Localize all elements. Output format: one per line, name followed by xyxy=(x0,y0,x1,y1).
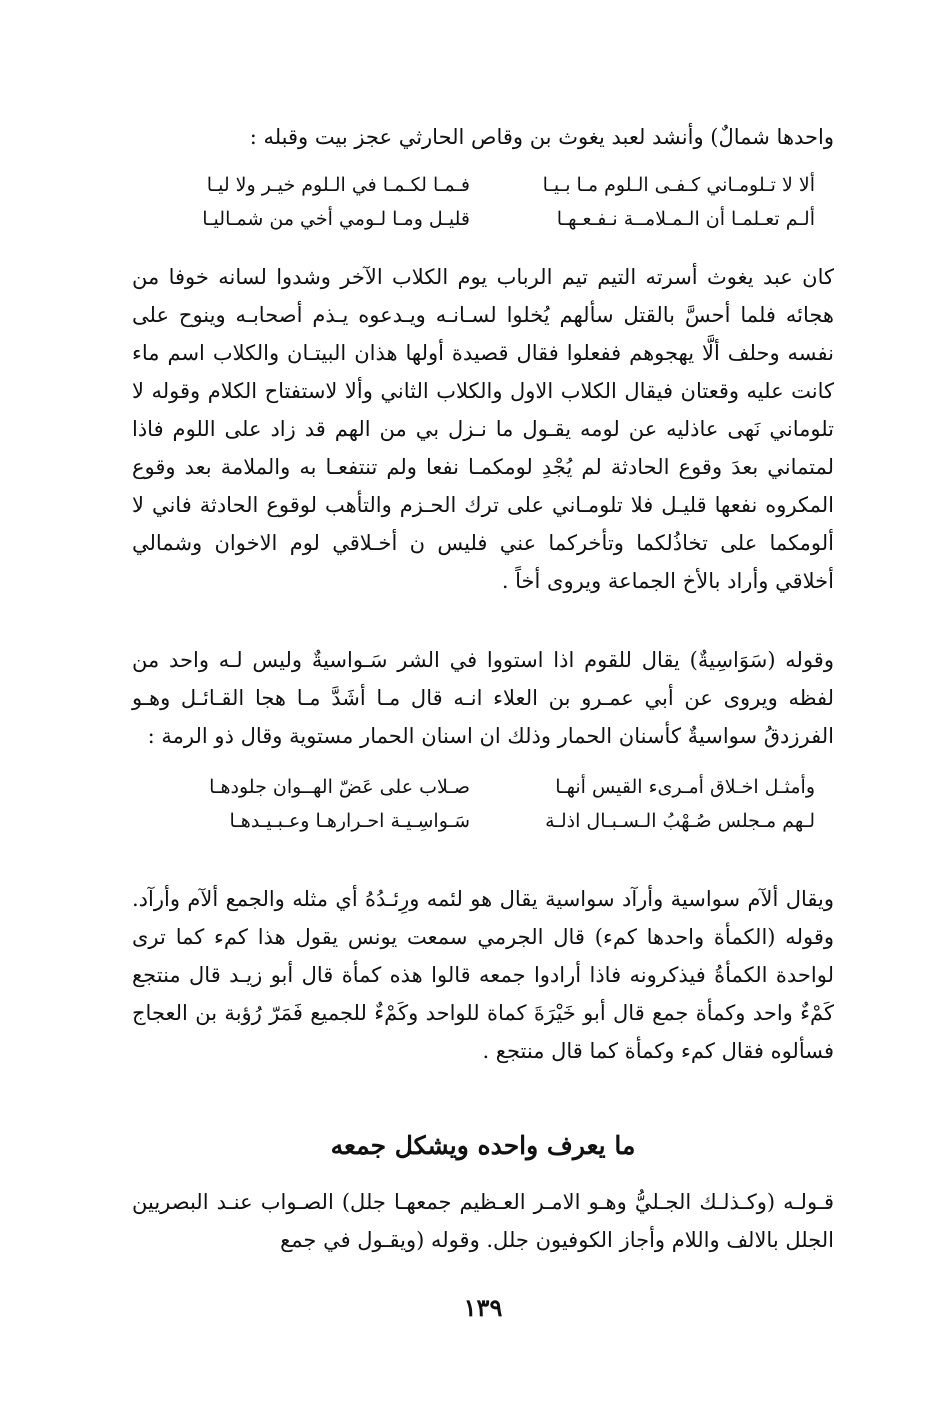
paragraph-commentary-3 xyxy=(132,880,834,1070)
paragraph-text: وقوله (سَوَاسِيةٌ) يقال للقوم اذا استووا في الشر سَـواسيةٌ وليس لـه واحد من لفظه ويروى عن أبي عمـرو بن العلاء انـه قال مـا أشَدَّ مـا هجا القـائـل وهـو الفرزدقُ سواسيةٌ كأسنان الحمار وذلك ان اسنان الحمار مستوية وقال ذو الرمة : xyxy=(132,648,834,748)
verse-second-hemistich: سَـواسِـيـة احـرارهـا وعـبـيـدهـا xyxy=(229,810,470,832)
verse-line xyxy=(160,804,815,838)
paragraph-text: قـولـه (وكـذلـك الجـليُّ وهـو الامـر العـظيم جمعهـا جلل) الصـواب عنـد البصريين الجلل بالالف واللام وأجاز الكوفيون جلل. وقوله (ويقـول في جمع xyxy=(132,1190,834,1252)
paragraph-text: كان عبد يغوث أسرته التيم تيم الرباب يوم الكلاب الآخر وشدوا لسانه خوفا من هجائه فلما أحسَّ بالقتل سألهم يُخلوا لسـانـه ويـدعوه يـذم أصحابـه وينوح على نفسه وحلف ألَّا يهجوهم ففعلوا فقال قصيدة أولها هذان البيتـان والكلاب اسم ماء كانت عليه وقعتان فيقال الكلاب الاول والكلاب الثاني وألا لاستفتاح الكلام وقوله لا تلوماني نَهى عاذليه عن لومه يقـول ما نـزل بي من الهم قد زاد على اللوم فاذا لمتماني بعدَ وقوع الحادثة لم يُجْدِ لومكمـا نفعا ولم تنتفعـا به والملامة بعد وقوع المكروه نفعها قليـل فلا تلومـاني على ترك الحـزم والتأهب لوقوع الحادثة فاني لا ألومكما على تخاذُلكما وتأخركما عني فليس ن أخـلاقي لوم الاخوان وشمالي أخلاقي وأراد بالأخ الجماعة ويروى أخاً . xyxy=(132,265,835,593)
paragraph-commentary-1 xyxy=(132,258,834,600)
intro-line xyxy=(132,118,834,156)
section-heading: ما يعرف واحده ويشكل جمعه xyxy=(330,1131,636,1160)
intro-text: واحدها شمالٌ) وأنشد لعبد يغوث بن وقاص الحارثي عجز بيت وقبله : xyxy=(249,125,834,149)
verse-line xyxy=(160,770,815,804)
verse-first-hemistich: ألا لا تـلومـاني كـفـى الـلوم مـا بـيـا xyxy=(542,174,815,196)
verse-second-hemistich: فـمـا لكـمـا في الـلوم خيـر ولا ليـا xyxy=(206,174,470,196)
verse-second-hemistich: صـلاب على عَضّ الهــوان جلودهـا xyxy=(209,776,470,798)
paragraph-commentary-4 xyxy=(132,1183,834,1259)
poem-verses-2 xyxy=(160,770,815,838)
verse-first-hemistich: لـهم مـجلس صُـهْبُ الـسـبـال اذلـة xyxy=(545,810,815,832)
paragraph-commentary-2 xyxy=(132,641,834,755)
verse-line xyxy=(160,202,815,236)
page-number: ١٣٩ xyxy=(463,1293,503,1322)
paragraph-text: ويقال ألآم سواسية وأرآد سواسية يقال هو لئمه ورِئـدُهُ أي مثله والجمع ألآم وأرآد. وقوله (الكمأة واحدها كمء) قال الجرمي سمعت يونس يقول هذا كمء كما ترى لواحدة الكمأةُ فيذكرونه فاذا أرادوا جمعه قالوا هذه كمأة قال أبو زيـد قال منتجع كَمْءٌ واحد وكمأة جمع قال أبو خَيْرَةَ كماة للواحد وكَمْءٌ للجميع فَمَرّ رُؤبة بن العجاج فسألوه فقال كمء وكمأة كما قال منتجع . xyxy=(132,887,834,1063)
poem-verses-1 xyxy=(160,168,815,236)
verse-first-hemistich: وأمثـل اخـلاق أمـرىء القيس أنهـا xyxy=(555,776,815,798)
verse-line xyxy=(160,168,815,202)
verse-second-hemistich: قليـل ومـا لـومي أخي من شمـاليـا xyxy=(202,208,470,230)
verse-first-hemistich: ألـم تعـلمـا أن الـمـلامــة نـفـعـهـا xyxy=(556,208,815,230)
